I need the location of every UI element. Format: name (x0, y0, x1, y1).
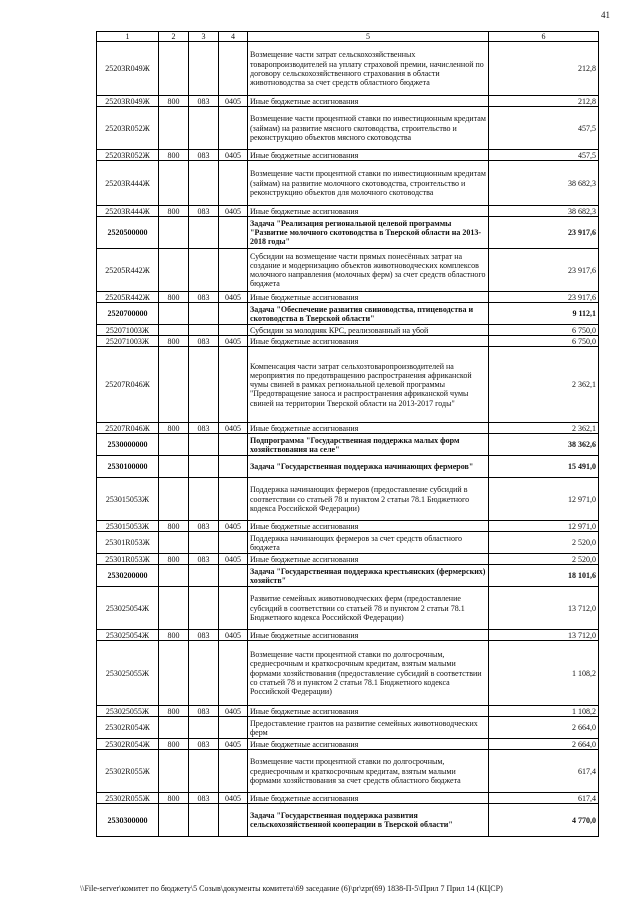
table-row (97, 630, 599, 641)
table-row (97, 42, 599, 96)
cell-description: Предоставление грантов на развитие семейных животноводческих ферм (248, 717, 489, 739)
cell-subsection: 0405 (219, 554, 248, 565)
cell-amount: 13 712,0 (489, 630, 599, 641)
cell-department: 083 (189, 739, 219, 750)
cell-section (159, 641, 189, 706)
cell-department (189, 587, 219, 630)
cell-code: 253015053Ж (97, 478, 159, 521)
cell-department (189, 532, 219, 554)
cell-subsection: 0405 (219, 521, 248, 532)
cell-description: Возмещение части процентной ставки по инвестиционным кредитам (займам) на развитие мясного скотоводства, строительство и реконструкцию объектов мясного скотоводства (248, 107, 489, 150)
cell-subsection (219, 303, 248, 325)
cell-subsection (219, 325, 248, 336)
cell-code: 252071003Ж (97, 325, 159, 336)
footer-file-path: \\File-server\комитет по бюджету\5 Созыв\документы комитета\69 заседание (6)\pr\zpr(69) 1838-П-5\Прил 7 Прил 14 (КЦСР) (80, 884, 503, 893)
cell-subsection (219, 717, 248, 739)
cell-amount: 4 770,0 (489, 804, 599, 837)
cell-amount: 23 917,6 (489, 292, 599, 303)
cell-department (189, 434, 219, 456)
cell-code: 25207R046Ж (97, 423, 159, 434)
cell-code: 25302R055Ж (97, 793, 159, 804)
table-row (97, 303, 599, 325)
cell-description: Иные бюджетные ассигнования (248, 793, 489, 804)
cell-code: 2530000000 (97, 434, 159, 456)
cell-amount: 38 362,6 (489, 434, 599, 456)
cell-code: 252071003Ж (97, 336, 159, 347)
cell-section: 800 (159, 793, 189, 804)
cell-description: Возмещение части затрат сельскохозяйственных товаропроизводителей на уплату страховой премии, начисленной по договору сельскохозяйственного страхования в области животноводства за счет средств областного бюджета (248, 42, 489, 96)
cell-department (189, 804, 219, 837)
cell-code: 25203R444Ж (97, 206, 159, 217)
cell-section (159, 717, 189, 739)
cell-section (159, 456, 189, 478)
cell-section: 800 (159, 336, 189, 347)
cell-subsection (219, 587, 248, 630)
cell-description: Субсидии за молодняк КРС, реализованный на убой (248, 325, 489, 336)
cell-subsection (219, 641, 248, 706)
table-row (97, 521, 599, 532)
cell-code: 25203R444Ж (97, 161, 159, 206)
cell-department: 083 (189, 521, 219, 532)
cell-description: Иные бюджетные ассигнования (248, 630, 489, 641)
cell-section (159, 347, 189, 423)
cell-department (189, 303, 219, 325)
cell-amount: 12 971,0 (489, 521, 599, 532)
cell-code: 253015053Ж (97, 521, 159, 532)
cell-code: 25301R053Ж (97, 532, 159, 554)
table-row (97, 565, 599, 587)
cell-amount: 23 917,6 (489, 217, 599, 249)
cell-amount: 38 682,3 (489, 161, 599, 206)
cell-department: 083 (189, 96, 219, 107)
cell-code: 25302R055Ж (97, 750, 159, 793)
cell-department (189, 325, 219, 336)
cell-amount: 2 362,1 (489, 347, 599, 423)
cell-section: 800 (159, 292, 189, 303)
cell-section: 800 (159, 521, 189, 532)
cell-department: 083 (189, 423, 219, 434)
cell-amount: 23 917,6 (489, 249, 599, 292)
cell-amount: 617,4 (489, 750, 599, 793)
cell-subsection (219, 478, 248, 521)
cell-subsection: 0405 (219, 150, 248, 161)
cell-description: Возмещение части процентной ставки по инвестиционным кредитам (займам) на развитие молочного скотоводства, строительство и реконструкцию объектов для молочного скотоводства (248, 161, 489, 206)
cell-amount: 38 682,3 (489, 206, 599, 217)
cell-section: 800 (159, 423, 189, 434)
cell-description: Иные бюджетные ассигнования (248, 206, 489, 217)
cell-subsection (219, 217, 248, 249)
cell-description: Подпрограмма "Государственная поддержка малых форм хозяйствования на селе" (248, 434, 489, 456)
cell-subsection: 0405 (219, 292, 248, 303)
cell-subsection: 0405 (219, 793, 248, 804)
cell-subsection: 0405 (219, 206, 248, 217)
cell-department: 083 (189, 706, 219, 717)
cell-amount: 2 664,0 (489, 717, 599, 739)
cell-department (189, 478, 219, 521)
cell-description: Возмещение части процентной ставки по долгосрочным, среднесрочным и краткосрочным кредитам, взятым малыми формами хозяйствования (предоставление субсидий в соответствии со статьей 78 и пунктом 2 статьи 78.1 Бюджетного кодекса Российской Федерации) (248, 641, 489, 706)
table-row (97, 423, 599, 434)
cell-department (189, 347, 219, 423)
cell-code: 25205R442Ж (97, 249, 159, 292)
cell-department: 083 (189, 150, 219, 161)
cell-subsection: 0405 (219, 739, 248, 750)
table-row (97, 206, 599, 217)
cell-department (189, 565, 219, 587)
cell-code: 253025055Ж (97, 706, 159, 717)
cell-subsection: 0405 (219, 336, 248, 347)
cell-amount: 212,8 (489, 42, 599, 96)
cell-subsection (219, 750, 248, 793)
cell-code: 253025055Ж (97, 641, 159, 706)
cell-amount: 18 101,6 (489, 565, 599, 587)
cell-subsection (219, 456, 248, 478)
cell-amount: 12 971,0 (489, 478, 599, 521)
cell-section (159, 42, 189, 96)
budget-table (96, 31, 599, 837)
cell-subsection (219, 107, 248, 150)
cell-section (159, 565, 189, 587)
cell-amount: 2 520,0 (489, 554, 599, 565)
cell-subsection: 0405 (219, 706, 248, 717)
cell-subsection (219, 804, 248, 837)
cell-department: 083 (189, 793, 219, 804)
table-row (97, 150, 599, 161)
table-row (97, 532, 599, 554)
cell-subsection (219, 347, 248, 423)
table-row (97, 325, 599, 336)
cell-department (189, 161, 219, 206)
cell-department: 083 (189, 630, 219, 641)
table-row (97, 217, 599, 249)
cell-department (189, 456, 219, 478)
cell-amount: 617,4 (489, 793, 599, 804)
table-row (97, 292, 599, 303)
cell-description: Иные бюджетные ассигнования (248, 96, 489, 107)
cell-description: Задача "Государственная поддержка развития сельскохозяйственной кооперации в Тверской области" (248, 804, 489, 837)
cell-description: Иные бюджетные ассигнования (248, 336, 489, 347)
cell-amount: 457,5 (489, 150, 599, 161)
table-row (97, 739, 599, 750)
cell-department (189, 217, 219, 249)
table-row (97, 717, 599, 739)
cell-department (189, 717, 219, 739)
cell-amount: 6 750,0 (489, 336, 599, 347)
table-row (97, 587, 599, 630)
table-row (97, 793, 599, 804)
cell-subsection (219, 565, 248, 587)
table-header-row (97, 32, 599, 42)
cell-department (189, 750, 219, 793)
cell-subsection: 0405 (219, 96, 248, 107)
cell-section: 800 (159, 630, 189, 641)
table-row (97, 249, 599, 292)
cell-subsection (219, 532, 248, 554)
cell-description: Задача "Обеспечение развития свиноводства, птицеводства и скотоводства в Тверской области" (248, 303, 489, 325)
page-number: 41 (601, 10, 610, 20)
cell-code: 253025054Ж (97, 587, 159, 630)
cell-amount: 2 362,1 (489, 423, 599, 434)
header-col-2: 2 (159, 32, 189, 42)
cell-department: 083 (189, 336, 219, 347)
cell-description: Иные бюджетные ассигнования (248, 292, 489, 303)
cell-section (159, 587, 189, 630)
cell-department: 083 (189, 206, 219, 217)
cell-code: 25302R054Ж (97, 739, 159, 750)
cell-code: 2520500000 (97, 217, 159, 249)
cell-description: Поддержка начинающих фермеров (предоставление субсидий в соответствии со статьей 78 и пунктом 2 статьи 78.1 Бюджетного кодекса Российской Федерации) (248, 478, 489, 521)
cell-code: 2530100000 (97, 456, 159, 478)
header-col-5: 5 (248, 32, 489, 42)
cell-description: Развитие семейных животноводческих ферм (предоставление субсидий в соответствии со статьей 78 и пунктом 2 статьи 78.1 Бюджетного кодекса Российской Федерации) (248, 587, 489, 630)
cell-section (159, 249, 189, 292)
header-col-3: 3 (189, 32, 219, 42)
cell-description: Возмещение части процентной ставки по долгосрочным, среднесрочным и краткосрочным кредитам, взятым малыми формами хозяйствования за счет средств областного бюджета (248, 750, 489, 793)
cell-amount: 9 112,1 (489, 303, 599, 325)
table-row (97, 706, 599, 717)
cell-code: 25205R442Ж (97, 292, 159, 303)
cell-amount: 2 664,0 (489, 739, 599, 750)
table-row (97, 347, 599, 423)
cell-code: 25203R052Ж (97, 150, 159, 161)
table-row (97, 96, 599, 107)
cell-description: Задача "Государственная поддержка крестьянских (фермерских) хозяйств" (248, 565, 489, 587)
cell-department (189, 641, 219, 706)
cell-description: Задача "Реализация региональной целевой программы "Развитие молочного скотоводства в Тверской области на 2013-2018 годы" (248, 217, 489, 249)
header-col-1: 1 (97, 32, 159, 42)
cell-code: 253025054Ж (97, 630, 159, 641)
table-row (97, 161, 599, 206)
cell-code: 25203R052Ж (97, 107, 159, 150)
cell-amount: 212,8 (489, 96, 599, 107)
cell-department: 083 (189, 554, 219, 565)
table-row (97, 456, 599, 478)
cell-description: Иные бюджетные ассигнования (248, 706, 489, 717)
cell-department: 083 (189, 292, 219, 303)
cell-description: Иные бюджетные ассигнования (248, 554, 489, 565)
header-col-6: 6 (489, 32, 599, 42)
cell-description: Иные бюджетные ассигнования (248, 739, 489, 750)
cell-amount: 15 491,0 (489, 456, 599, 478)
cell-code: 2530300000 (97, 804, 159, 837)
cell-description: Иные бюджетные ассигнования (248, 423, 489, 434)
cell-section (159, 325, 189, 336)
cell-description: Задача "Государственная поддержка начинающих фермеров" (248, 456, 489, 478)
cell-section (159, 750, 189, 793)
cell-code: 25207R046Ж (97, 347, 159, 423)
cell-section (159, 532, 189, 554)
cell-subsection (219, 249, 248, 292)
cell-section (159, 804, 189, 837)
header-col-4: 4 (219, 32, 248, 42)
cell-description: Поддержка начинающих фермеров за счет средств областного бюджета (248, 532, 489, 554)
cell-subsection (219, 161, 248, 206)
cell-description: Компенсация части затрат сельхозтоваропроизводителей на мероприятия по предотвращению распространения африканской чумы свиней в рамках региональной целевой программы "Предотвращение заноса и распространения африканской чумы свиней на территории Тверской области на 2013-2017 годы" (248, 347, 489, 423)
cell-section: 800 (159, 96, 189, 107)
cell-section: 800 (159, 150, 189, 161)
cell-code: 2520700000 (97, 303, 159, 325)
cell-section (159, 217, 189, 249)
cell-subsection: 0405 (219, 630, 248, 641)
cell-department (189, 249, 219, 292)
cell-subsection (219, 434, 248, 456)
table-row (97, 478, 599, 521)
cell-description: Иные бюджетные ассигнования (248, 150, 489, 161)
cell-amount: 13 712,0 (489, 587, 599, 630)
cell-subsection: 0405 (219, 423, 248, 434)
cell-code: 25203R049Ж (97, 42, 159, 96)
cell-amount: 2 520,0 (489, 532, 599, 554)
cell-code: 25203R049Ж (97, 96, 159, 107)
table-row (97, 434, 599, 456)
cell-section: 800 (159, 739, 189, 750)
cell-section: 800 (159, 706, 189, 717)
table-row (97, 554, 599, 565)
cell-description: Иные бюджетные ассигнования (248, 521, 489, 532)
table-row (97, 804, 599, 837)
cell-code: 25301R053Ж (97, 554, 159, 565)
cell-code: 25302R054Ж (97, 717, 159, 739)
cell-code: 2530200000 (97, 565, 159, 587)
cell-section (159, 478, 189, 521)
table-row (97, 750, 599, 793)
cell-amount: 457,5 (489, 107, 599, 150)
cell-department (189, 42, 219, 96)
table-row (97, 336, 599, 347)
table-row (97, 641, 599, 706)
cell-amount: 6 750,0 (489, 325, 599, 336)
cell-section (159, 161, 189, 206)
cell-amount: 1 108,2 (489, 706, 599, 717)
cell-subsection (219, 42, 248, 96)
cell-description: Субсидии на возмещение части прямых понесённых затрат на создание и модернизацию объектов животноводческих комплексов молочного направления (молочных ферм) за счет средств областного бюджета (248, 249, 489, 292)
cell-department (189, 107, 219, 150)
cell-amount: 1 108,2 (489, 641, 599, 706)
table-body (97, 42, 599, 837)
cell-section (159, 434, 189, 456)
cell-section (159, 303, 189, 325)
cell-section (159, 107, 189, 150)
table-row (97, 107, 599, 150)
cell-section: 800 (159, 206, 189, 217)
cell-section: 800 (159, 554, 189, 565)
